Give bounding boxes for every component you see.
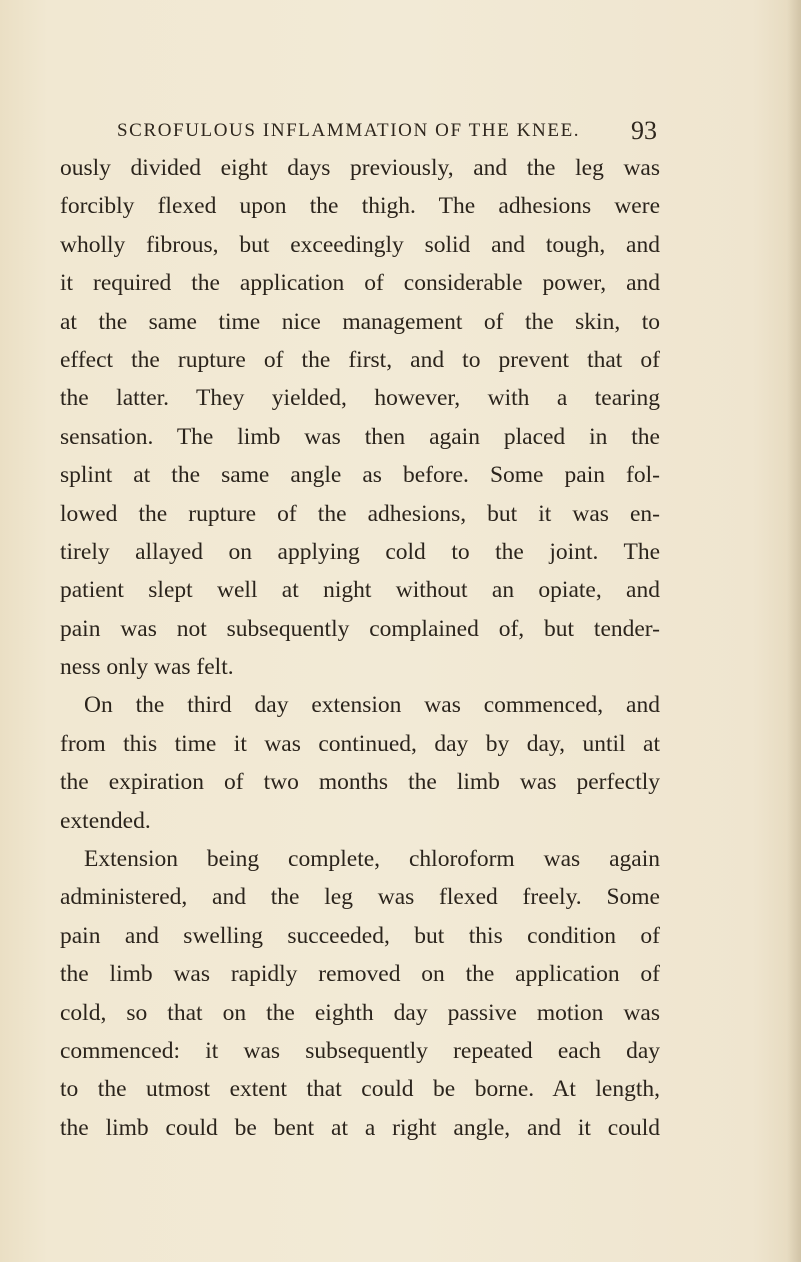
text-line: extended. bbox=[60, 807, 151, 834]
text-line: cold, so that on the eighth day passive motion was bbox=[60, 999, 660, 1026]
running-header bbox=[117, 116, 657, 146]
text-line: commenced: it was subsequently repeated each day bbox=[60, 1037, 660, 1064]
body-text bbox=[60, 149, 660, 1147]
page-number: 93 bbox=[631, 116, 657, 145]
paragraph-start-line: On the third day extension was commenced, and bbox=[84, 692, 660, 719]
page-edge-shadow bbox=[787, 0, 801, 1262]
text-line: it required the application of considerable power, and bbox=[60, 270, 660, 297]
text-line: at the same time nice management of the skin, to bbox=[60, 308, 660, 335]
text-line: pain was not subsequently complained of, but tender- bbox=[60, 615, 660, 642]
text-line: splint at the same angle as before. Some pain fol- bbox=[60, 462, 660, 489]
text-line: from this time it was continued, day by day, until at bbox=[60, 730, 660, 757]
text-line: patient slept well at night without an opiate, and bbox=[60, 577, 660, 604]
text-line: lowed the rupture of the adhesions, but it was en- bbox=[60, 500, 660, 527]
text-line: sensation. The limb was then again placed in the bbox=[60, 423, 660, 450]
text-line: effect the rupture of the first, and to prevent that of bbox=[60, 346, 660, 373]
text-line: wholly fibrous, but exceedingly solid and tough, and bbox=[60, 231, 660, 258]
text-line: the expiration of two months the limb was perfectly bbox=[60, 769, 660, 796]
text-line: forcibly flexed upon the thigh. The adhesions were bbox=[60, 193, 660, 220]
text-line: administered, and the leg was flexed freely. Some bbox=[60, 884, 660, 911]
text-line: tirely allayed on applying cold to the joint. The bbox=[60, 538, 660, 565]
text-line: pain and swelling succeeded, but this condition of bbox=[60, 922, 660, 949]
paragraph-start-line: Extension being complete, chloroform was again bbox=[84, 846, 660, 873]
text-line: the limb was rapidly removed on the application of bbox=[60, 961, 660, 988]
running-title: SCROFULOUS INFLAMMATION OF THE KNEE. bbox=[117, 120, 581, 141]
text-line: to the utmost extent that could be borne. At length, bbox=[60, 1076, 660, 1103]
text-line: the latter. They yielded, however, with a tearing bbox=[60, 385, 660, 412]
text-line: ness only was felt. bbox=[60, 654, 234, 681]
text-line: the limb could be bent at a right angle, and it could bbox=[60, 1114, 660, 1141]
text-line: ously divided eight days previously, and the leg was bbox=[60, 155, 660, 181]
